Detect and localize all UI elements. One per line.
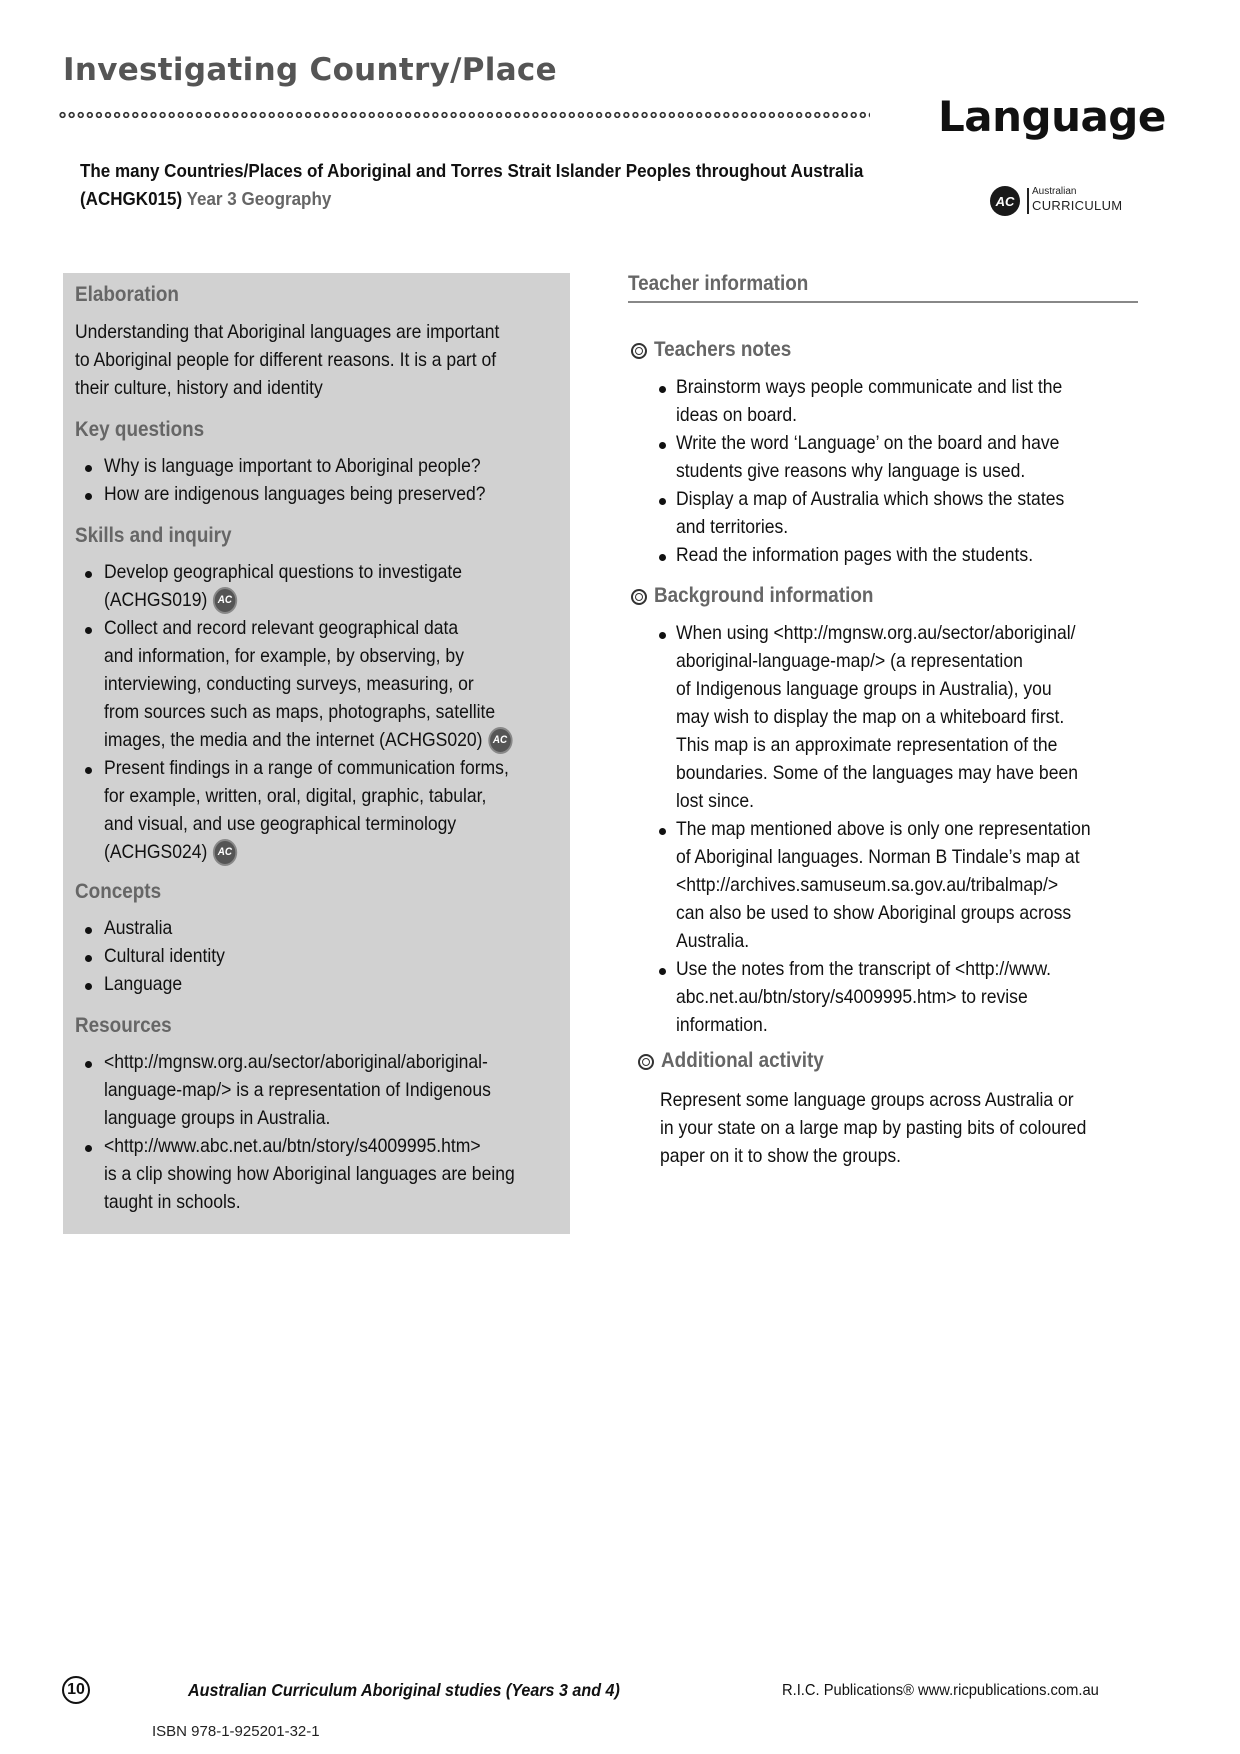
notes-line: students give reasons why language is used. — [676, 460, 1026, 482]
publisher: R.I.C. Publications® www.ricpublications.com.au — [782, 1682, 1099, 1699]
skills-line: and visual, and use geographical terminology — [104, 813, 457, 835]
notes-line: ideas on board. — [676, 404, 797, 426]
bullet-icon — [85, 1145, 92, 1152]
bullet-icon — [85, 571, 92, 578]
resource-line: <http://mgnsw.org.au/sector/aboriginal/aboriginal- — [104, 1051, 488, 1073]
background-line: Australia. — [676, 930, 750, 952]
skills-line — [104, 586, 237, 614]
bullet-icon — [85, 983, 92, 990]
elaboration-heading: Elaboration — [75, 283, 179, 306]
additional-line: Represent some language groups across Australia or — [660, 1089, 1074, 1111]
notes-line: Read the information pages with the students. — [676, 544, 1034, 566]
resource-line: language groups in Australia. — [104, 1107, 331, 1129]
background-line: <http://archives.samuseum.sa.gov.au/tribalmap/> — [676, 874, 1059, 896]
background-line: information. — [676, 1014, 768, 1036]
book-title: Australian Curriculum Aboriginal studies (Years 3 and 4) — [188, 1680, 620, 1700]
heading-rule — [628, 301, 1138, 303]
background-line: of Aboriginal languages. Norman B Tindale’s map at — [676, 846, 1080, 868]
key-questions-heading: Key questions — [75, 418, 205, 441]
dotted-divider — [58, 111, 870, 119]
ac-badge-icon: AC — [213, 839, 237, 866]
resources-heading: Resources — [75, 1014, 172, 1037]
isbn: ISBN 978-1-925201-32-1 — [152, 1723, 320, 1740]
concept-item: Cultural identity — [104, 945, 225, 967]
notes-line: Display a map of Australia which shows the states — [676, 488, 1065, 510]
concept-item: Language — [104, 973, 183, 995]
skills-line: interviewing, conducting surveys, measuring, or — [104, 673, 474, 695]
page-title: Language — [938, 92, 1166, 141]
bullet-icon — [659, 442, 666, 449]
skills-line — [104, 726, 512, 754]
bullet-icon — [85, 1061, 92, 1068]
background-line: boundaries. Some of the languages may have been — [676, 762, 1078, 784]
circle-bullet-icon — [631, 343, 647, 359]
teachers-notes-heading: Teachers notes — [654, 338, 792, 361]
skills-line: and information, for example, by observing, by — [104, 645, 464, 667]
elaboration-line: their culture, history and identity — [75, 377, 323, 399]
bullet-icon — [85, 955, 92, 962]
skills-text: images, the media and the internet (ACHGS020) — [104, 729, 483, 751]
logo-divider — [1027, 188, 1029, 214]
background-line: of Indigenous language groups in Australia), you — [676, 678, 1052, 700]
bullet-icon — [659, 968, 666, 975]
skills-line: Collect and record relevant geographical data — [104, 617, 459, 639]
resource-line: taught in schools. — [104, 1191, 241, 1213]
page-number: 10 — [62, 1676, 90, 1704]
bullet-icon — [659, 632, 666, 639]
bullet-icon — [659, 386, 666, 393]
curriculum-code: (ACHGK015) — [80, 188, 183, 209]
additional-activity-heading: Additional activity — [661, 1049, 824, 1072]
resource-line: language-map/> is a representation of Indigenous — [104, 1079, 491, 1101]
additional-line: paper on it to show the groups. — [660, 1145, 901, 1167]
skills-line: from sources such as maps, photographs, satellite — [104, 701, 496, 723]
bullet-icon — [85, 927, 92, 934]
skills-line: Present findings in a range of communication forms, — [104, 757, 509, 779]
background-line: lost since. — [676, 790, 755, 812]
ac-logo-icon: AC — [990, 186, 1020, 216]
bullet-icon — [659, 498, 666, 505]
curriculum-code: (ACHGS024) — [104, 841, 208, 863]
concepts-heading: Concepts — [75, 880, 162, 903]
key-question-item: Why is language important to Aboriginal people? — [104, 455, 481, 477]
series-title: Investigating Country/Place — [63, 52, 557, 88]
bullet-icon — [85, 767, 92, 774]
background-line: The map mentioned above is only one representation — [676, 818, 1091, 840]
logo-line2: CURRICULUM — [1032, 198, 1123, 213]
subtitle: The many Countries/Places of Aboriginal and Torres Strait Islander Peoples throughout Australia — [80, 160, 864, 181]
elaboration-line: Understanding that Aboriginal languages are important — [75, 321, 500, 343]
circle-bullet-icon — [631, 589, 647, 605]
notes-line: and territories. — [676, 516, 789, 538]
notes-line: Brainstorm ways people communicate and list the — [676, 376, 1063, 398]
elaboration-line: to Aboriginal people for different reasons. It is a part of — [75, 349, 497, 371]
curriculum-code-line — [80, 188, 331, 210]
bullet-icon — [659, 828, 666, 835]
background-line: can also be used to show Aboriginal groups across — [676, 902, 1072, 924]
bullet-icon — [85, 627, 92, 634]
skills-line: Develop geographical questions to investigate — [104, 561, 463, 583]
ac-badge-icon: AC — [213, 587, 237, 614]
notes-line: Write the word ‘Language’ on the board and have — [676, 432, 1060, 454]
resource-line: <http://www.abc.net.au/btn/story/s4009995.htm> — [104, 1135, 481, 1157]
bullet-icon — [659, 554, 666, 561]
additional-line: in your state on a large map by pasting bits of coloured — [660, 1117, 1087, 1139]
ac-badge-icon: AC — [488, 727, 512, 754]
background-line: aboriginal-language-map/> (a representation — [676, 650, 1023, 672]
curriculum-code: (ACHGS019) — [104, 589, 208, 611]
year-level: Year 3 Geography — [186, 188, 332, 209]
background-line: may wish to display the map on a whiteboard first. — [676, 706, 1065, 728]
background-line: abc.net.au/btn/story/s4009995.htm> to revise — [676, 986, 1028, 1008]
concept-item: Australia — [104, 917, 173, 939]
resource-line: is a clip showing how Aboriginal languages are being — [104, 1163, 515, 1185]
teacher-information-heading: Teacher information — [628, 272, 809, 295]
background-line: This map is an approximate representation of the — [676, 734, 1058, 756]
background-line: Use the notes from the transcript of <http://www. — [676, 958, 1052, 980]
background-line: When using <http://mgnsw.org.au/sector/aboriginal/ — [676, 622, 1076, 644]
bullet-icon — [85, 465, 92, 472]
bullet-icon — [85, 493, 92, 500]
skills-line — [104, 838, 237, 866]
skills-heading: Skills and inquiry — [75, 524, 232, 547]
logo-line1: Australian — [1032, 186, 1077, 197]
skills-line: for example, written, oral, digital, graphic, tabular, — [104, 785, 487, 807]
key-question-item: How are indigenous languages being preserved? — [104, 483, 486, 505]
background-heading: Background information — [654, 584, 874, 607]
circle-bullet-icon — [638, 1054, 654, 1070]
